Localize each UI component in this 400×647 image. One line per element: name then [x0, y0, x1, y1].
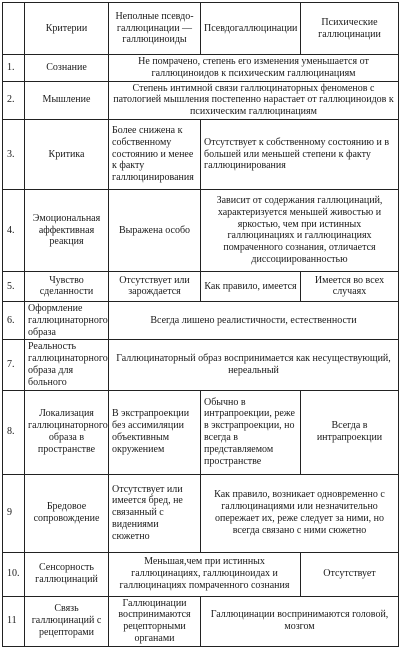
row-merged-cell: Всегда лишено реалистичности, естественности	[109, 301, 399, 339]
row-number: 7.	[3, 340, 25, 390]
table-row	[3, 119, 399, 189]
row-criterion: Эмоциональная аффективная реакция	[25, 189, 109, 271]
table-row	[3, 390, 399, 474]
header-hallucinoids: Неполные псевдо-галлюцинации — галлюциноиды	[109, 3, 201, 55]
row-cell-psychic: Имеется во всех случаях	[301, 271, 399, 301]
row-number: 8.	[3, 390, 25, 474]
row-cell-hallucinoids: Более снижена к собственному состоянию и менее к факту галлюцинирования	[109, 119, 201, 189]
row-cell-hallucinoids: В экстрапроекции без ассимиляции объективным окружением	[109, 390, 201, 474]
row-criterion: Локализация галлюцинаторного образа в пространстве	[25, 390, 109, 474]
row-criterion: Реальность галлюцинаторного образа для больного	[25, 340, 109, 390]
row-cell-pseudo-psychic: Зависит от содержания галлюцинаций, характеризуется меньшей живостью и яркостью, чем при истинных галлюцинациях и галлюцинациях помраченного сознания, отличается диссоциированностью	[201, 189, 399, 271]
row-cell-pseudohallucinations: Обычно в интрапроекции, реже в экстрапроекции, но всегда в представляемом пространстве	[201, 390, 301, 474]
table-row	[3, 552, 399, 596]
row-cell-hallucinoids-pseudo: Меньшая,чем при истинных галлюцинациях, галлюциноидах и галлюцинациях помраченного сознания	[109, 552, 301, 596]
row-criterion: Сознание	[25, 55, 109, 82]
row-number: 6.	[3, 301, 25, 339]
row-cell-hallucinoids: Отсутствует или имеется бред, не связанный с видениями сюжетно	[109, 474, 201, 552]
row-cell-pseudo-psychic: Как правило, возникает одновременно с галлюцинациями или незначительно опережает их, реже следует за ними, но всегда связано с ними сюжетно	[201, 474, 399, 552]
row-cell-hallucinoids: Галлюцинации воспринимаются рецепторными органами	[109, 596, 201, 646]
row-merged-cell: Степень интимной связи галлюцинаторных феноменов с патологией мышления постепенно нарастает от галлюциноидов к психическим галлюцинациям	[109, 81, 399, 119]
row-number: 3.	[3, 119, 25, 189]
row-number: 10.	[3, 552, 25, 596]
row-merged-cell: Не помрачено, степень его изменения уменьшается от галлюциноидов к психическим галлюцинациям	[109, 55, 399, 82]
criteria-table	[2, 2, 399, 647]
header-pseudohallucinations: Псевдогаллюцинации	[201, 3, 301, 55]
row-number: 1.	[3, 55, 25, 82]
row-criterion: Связь галлюцинаций с рецепторами	[25, 596, 109, 646]
row-number: 9	[3, 474, 25, 552]
table-row	[3, 81, 399, 119]
table-row	[3, 596, 399, 646]
table-row	[3, 189, 399, 271]
header-number	[3, 3, 25, 55]
header-criteria: Критерии	[25, 3, 109, 55]
table-row	[3, 474, 399, 552]
table-row	[3, 55, 399, 82]
row-cell-pseudo-psychic: Отсутствует к собственному состоянию и в большей или меньшей степени к факту галлюцинирования	[201, 119, 399, 189]
row-cell-pseudo-psychic: Галлюцинации воспринимаются головой, мозгом	[201, 596, 399, 646]
table-header-row	[3, 3, 399, 55]
row-cell-psychic: Отсутствует	[301, 552, 399, 596]
row-cell-psychic: Всегда в интрапроекции	[301, 390, 399, 474]
row-number: 11	[3, 596, 25, 646]
row-number: 5.	[3, 271, 25, 301]
row-criterion: Оформление галлюцинаторного образа	[25, 301, 109, 339]
row-criterion: Мышление	[25, 81, 109, 119]
table-row	[3, 271, 399, 301]
row-criterion: Чувство сделанности	[25, 271, 109, 301]
row-criterion: Сенсорность галлюцинаций	[25, 552, 109, 596]
table-row	[3, 340, 399, 390]
row-number: 2.	[3, 81, 25, 119]
header-psychic-hallucinations: Психические галлюцинации	[301, 3, 399, 55]
row-number: 4.	[3, 189, 25, 271]
row-criterion: Критика	[25, 119, 109, 189]
row-cell-hallucinoids: Отсутствует или зарождается	[109, 271, 201, 301]
row-cell-pseudohallucinations: Как правило, имеется	[201, 271, 301, 301]
table-row	[3, 301, 399, 339]
row-merged-cell: Галлюцинаторный образ воспринимается как несуществующий, нереальный	[109, 340, 399, 390]
row-cell-hallucinoids: Выражена особо	[109, 189, 201, 271]
row-criterion: Бредовое сопровождение	[25, 474, 109, 552]
